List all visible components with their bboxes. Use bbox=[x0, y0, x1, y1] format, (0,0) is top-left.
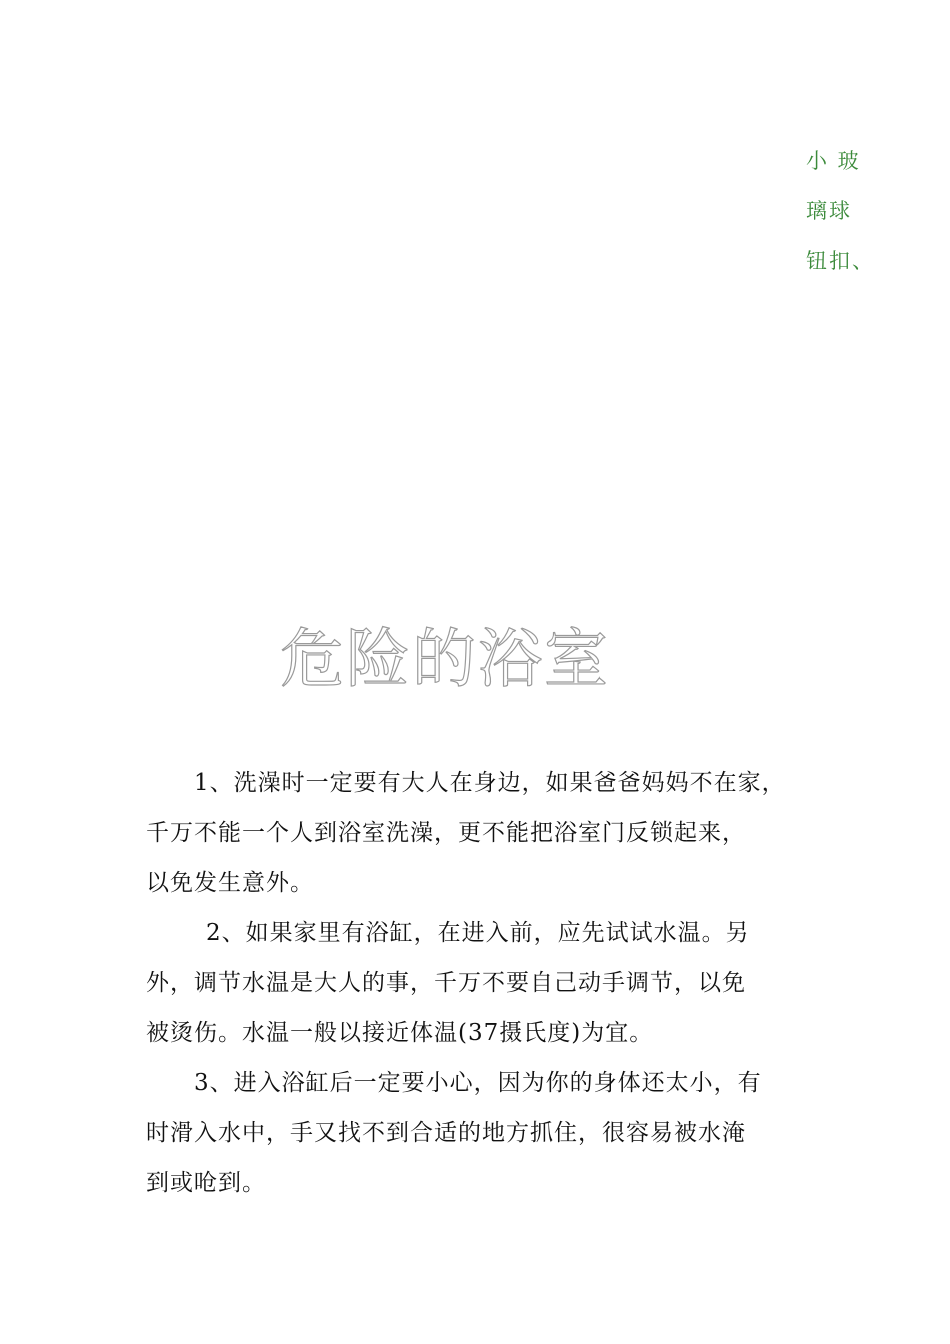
paragraph-3 bbox=[146, 1058, 826, 1208]
paragraph-1 bbox=[146, 758, 826, 908]
paragraph-line: 以免发生意外。 bbox=[146, 870, 314, 896]
side-note-line: 小 玻 bbox=[806, 149, 861, 173]
paragraph-2 bbox=[146, 908, 826, 1058]
paragraph-line: 外，调节水温是大人的事，千万不要自己动手调节，以免 bbox=[146, 970, 746, 996]
paragraph-line: 3、进入浴缸后一定要小心，因为你的身体还太小，有 bbox=[194, 1070, 762, 1096]
paragraph-line: 被烫伤。水温一般以接近体温(37摄氏度)为宜。 bbox=[146, 1020, 654, 1046]
paragraph-line: 2、如果家里有浴缸，在进入前，应先试试水温。另 bbox=[206, 920, 750, 946]
side-note-line: 钮扣、 bbox=[806, 249, 875, 273]
body-text bbox=[146, 758, 826, 1208]
paragraph-line: 时滑入水中，手又找不到合适的地方抓住，很容易被水淹 bbox=[146, 1120, 746, 1146]
paragraph-line: 到或呛到。 bbox=[146, 1170, 266, 1196]
page-title: 危险的浴室 bbox=[280, 623, 610, 697]
side-note-line: 璃球 bbox=[806, 199, 852, 223]
paragraph-line: 千万不能一个人到浴室洗澡，更不能把浴室门反锁起来， bbox=[146, 820, 746, 846]
side-note bbox=[806, 136, 926, 286]
paragraph-line: 1、洗澡时一定要有大人在身边，如果爸爸妈妈不在家， bbox=[194, 770, 786, 796]
